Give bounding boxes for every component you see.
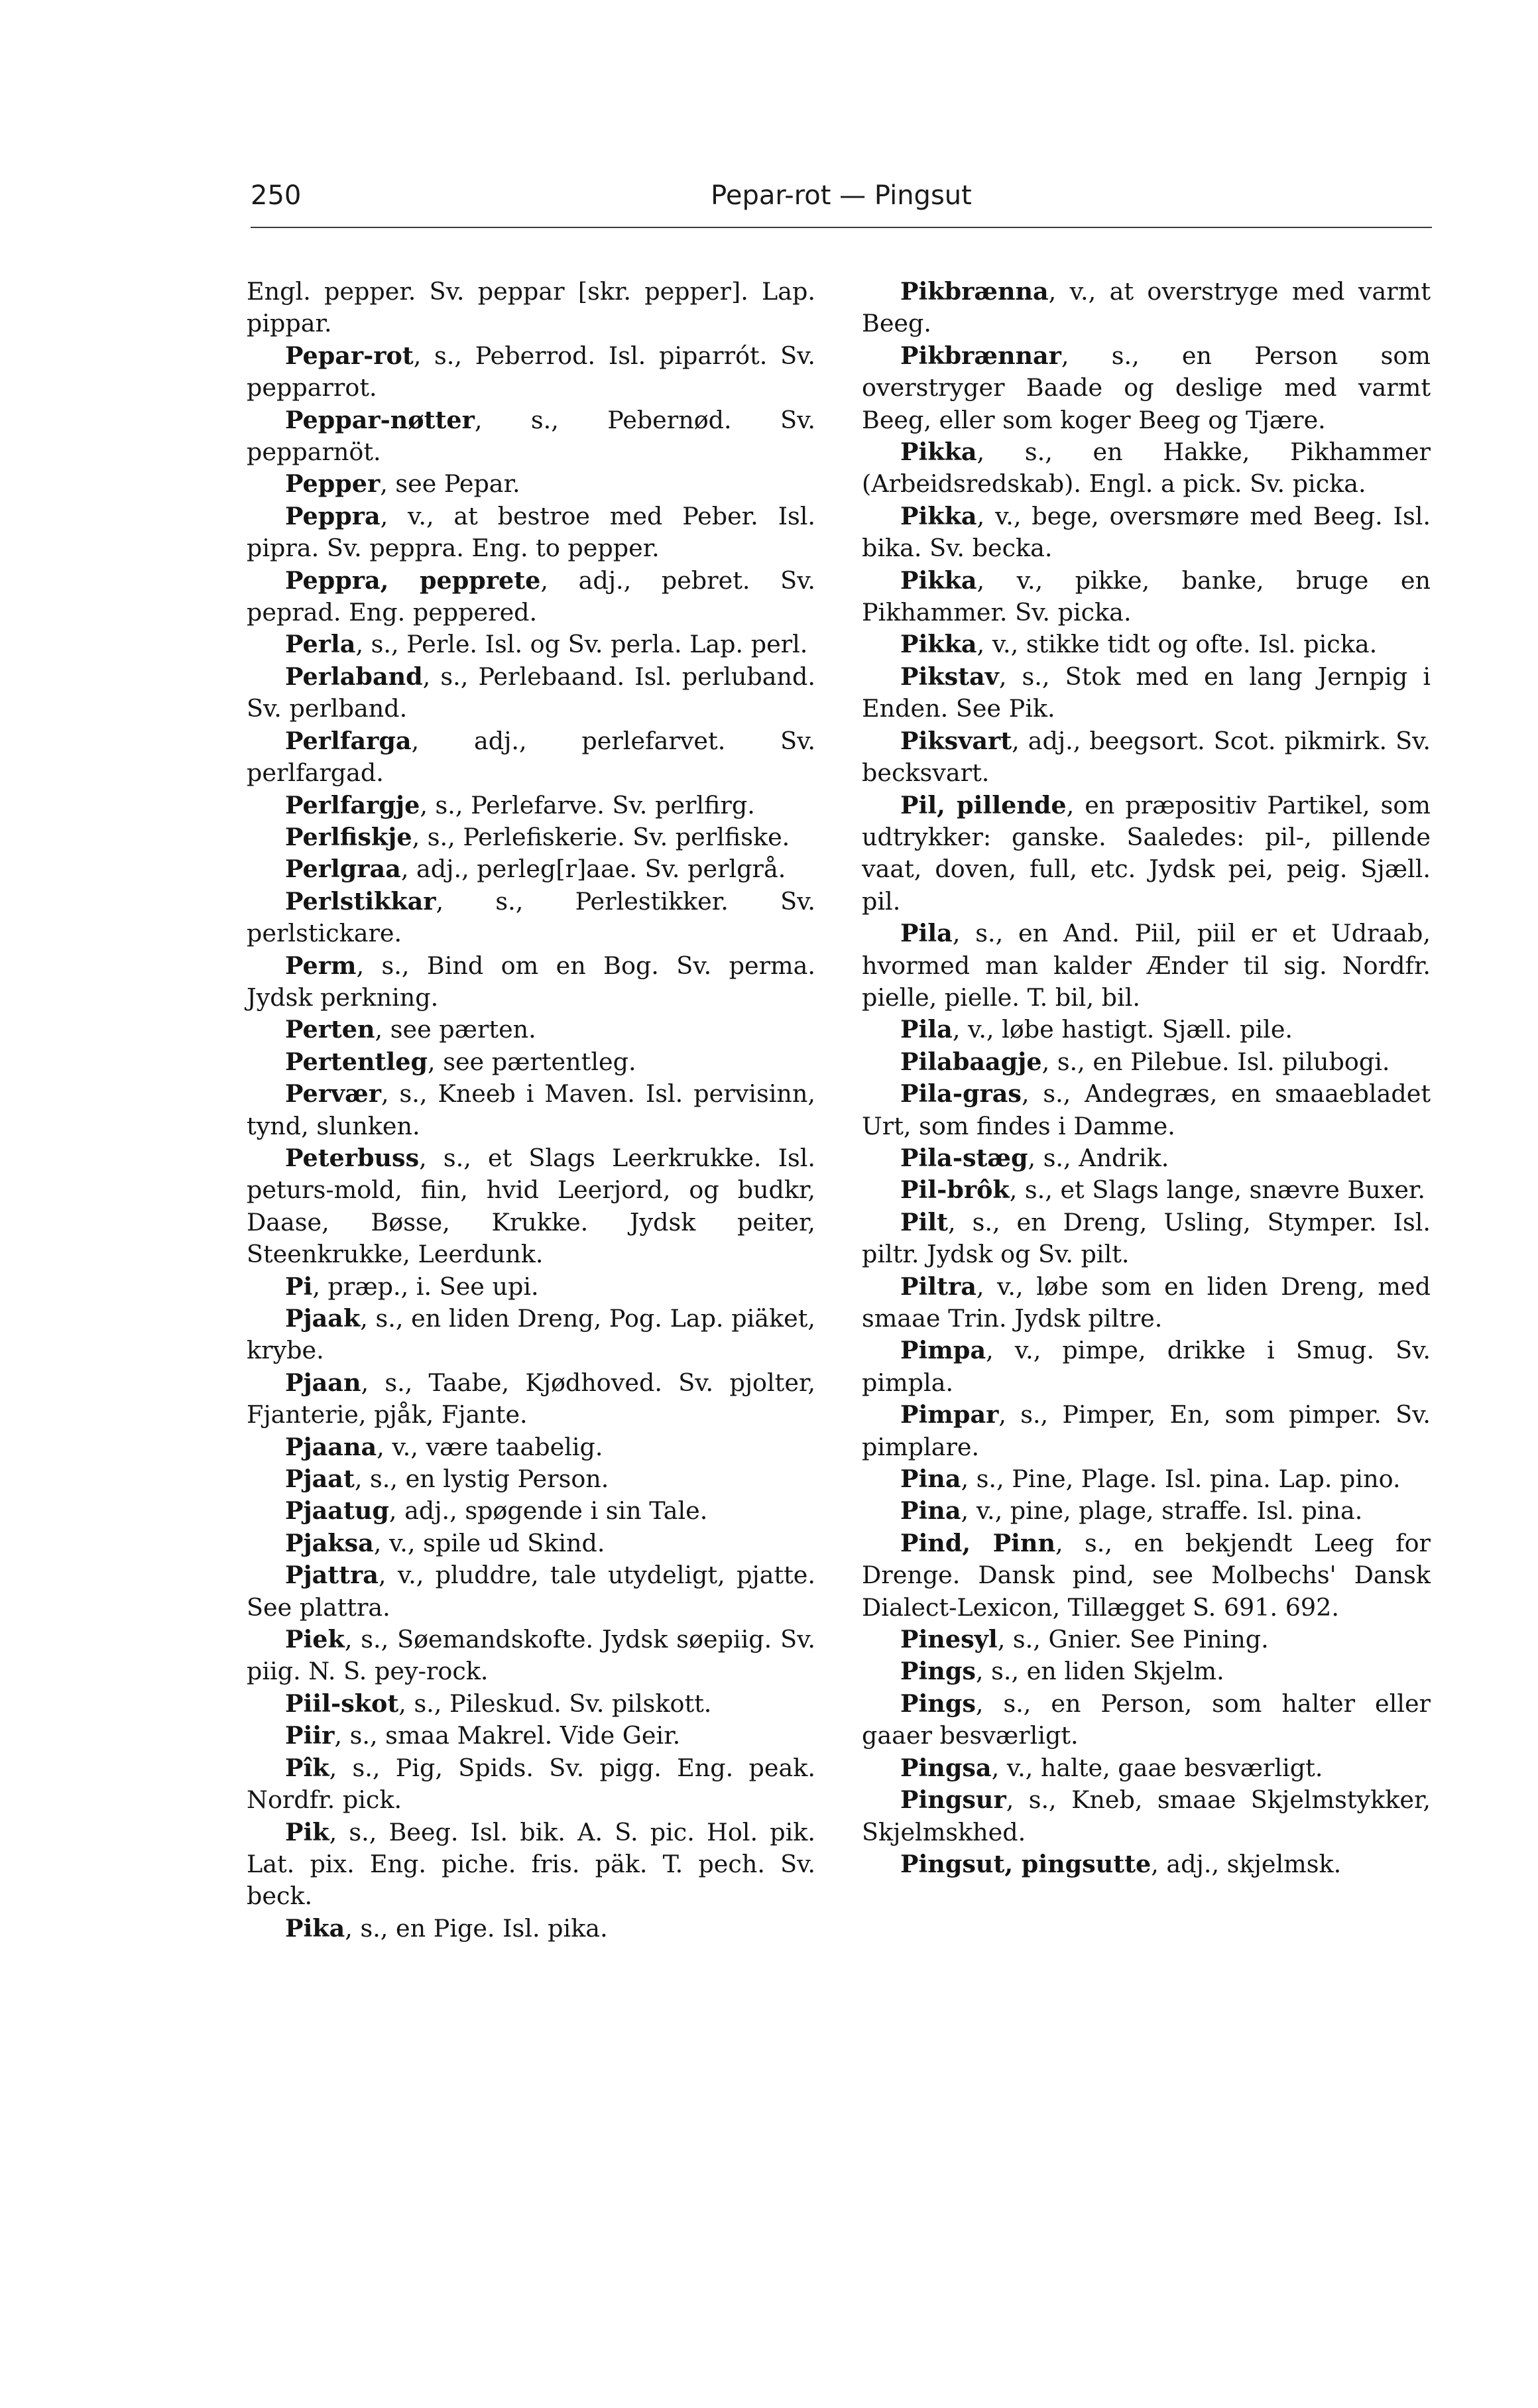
entry-definition: , s., en Person som overstryger Baade og deslige med varmt Beeg, eller som koger Beeg og Tjære. (862, 341, 1431, 434)
dictionary-entry (862, 1014, 1431, 1046)
dictionary-entry (862, 1271, 1431, 1335)
entry-headword: Pîk (285, 1753, 329, 1782)
entry-definition: , s., Beeg. Isl. bik. A. S. pic. Hol. pik. Lat. pix. Eng. piche. fris. päk. T. pech. Sv. beck. (247, 1817, 815, 1911)
entry-definition: , v., stikke tidt og ofte. Isl. picka. (976, 630, 1378, 659)
dictionary-entry (862, 1528, 1431, 1624)
dictionary-entry (247, 1528, 815, 1559)
entry-definition: , adj., beegsort. Scot. pikmirk. Sv. becksvart. (862, 726, 1431, 788)
entry-definition: , s., Perlefarve. Sv. perlfirg. (420, 790, 755, 819)
dictionary-entry (862, 565, 1431, 629)
entry-definition: , s., et Slags lange, snævre Buxer. (1009, 1175, 1425, 1205)
entry-definition: , v., at overstryge med varmt Beeg. (862, 277, 1431, 338)
header-rule (251, 227, 1432, 228)
entry-definition: , v., være taabelig. (377, 1432, 603, 1461)
entry-definition: , adj., skjelmsk. (1151, 1849, 1342, 1878)
entry-definition: , v., løbe som en liden Dreng, med smaae Trin. Jydsk piltre. (862, 1272, 1431, 1333)
dictionary-entry (247, 1014, 815, 1046)
entry-definition: , v., pluddre, tale utydeligt, pjatte. See plattra. (247, 1561, 815, 1622)
entry-headword: Perlgraa (285, 855, 401, 884)
dictionary-entry (862, 276, 1431, 340)
entry-headword: Pilabaagje (900, 1047, 1042, 1076)
entry-definition: , s., Pine, Plage. Isl. pina. Lap. pino. (961, 1465, 1401, 1494)
entry-definition: , see pærtentleg. (428, 1047, 636, 1076)
entry-headword: Perla (285, 630, 356, 659)
entry-headword: Peppar-nøtter (285, 405, 475, 434)
entry-definition: , adj., perlefarvet. Sv. perlfargad. (247, 726, 815, 788)
dictionary-entry (247, 853, 815, 885)
entry-headword: Pina (900, 1496, 961, 1526)
entry-definition: , s., en liden Dreng, Pog. Lap. piäket, krybe. (247, 1304, 815, 1365)
dictionary-entry (247, 404, 815, 469)
entry-headword: Pi (285, 1272, 313, 1301)
entry-definition: , s., en liden Skjelm. (975, 1657, 1224, 1686)
dictionary-entry (862, 1078, 1431, 1142)
entry-headword: Piksvart (900, 726, 1012, 755)
dictionary-entry (247, 1752, 815, 1817)
entry-headword: Pil-brôk (900, 1175, 1010, 1205)
dictionary-entry (247, 629, 815, 660)
entry-definition: , s., smaa Makrel. Vide Geir. (334, 1721, 681, 1750)
entry-definition: , v., bege, oversmøre med Beeg. Isl. bika. Sv. becka. (862, 501, 1431, 563)
entry-definition: , s., en bekjendt Leeg for Drenge. Dansk pind, see Molbechs' Dansk Dialect-Lexicon, Tillægget S. 691. 692. (862, 1528, 1431, 1622)
dictionary-entry (862, 918, 1431, 1014)
entry-definition: , v., at bestroe med Peber. Isl. pipra. Sv. peppra. Eng. to pepper. (247, 501, 815, 563)
left-column (247, 276, 815, 1945)
entry-headword: Pimpar (900, 1400, 999, 1429)
entry-definition: , s., Kneb, smaae Skjelmstykker, Skjelmskhed. (862, 1785, 1431, 1846)
entry-definition: Engl. pepper. Sv. peppar [skr. pepper]. Lap. pippar. (247, 277, 815, 338)
entry-headword: Pikka (900, 630, 977, 659)
dictionary-entry (862, 1656, 1431, 1687)
entry-headword: Perlfiskje (285, 822, 412, 851)
entry-definition: , v., løbe hastigt. Sjæll. pile. (952, 1015, 1293, 1044)
entry-headword: Perlfargje (285, 790, 420, 819)
dictionary-entry (862, 790, 1431, 918)
dictionary-entry (862, 1463, 1431, 1495)
dictionary-entry (862, 725, 1431, 790)
entry-definition: , adj., spøgende i sin Tale. (388, 1496, 708, 1526)
entry-headword: Pila (900, 919, 953, 948)
dictionary-entry (862, 1752, 1431, 1784)
entry-definition: , s., en lystig Person. (354, 1465, 609, 1494)
entry-headword: Pikbrænnar (900, 341, 1061, 370)
entry-definition: , adj., pebret. Sv. peprad. Eng. peppered. (247, 566, 815, 627)
entry-headword: Pina (900, 1465, 961, 1494)
entry-definition: , en præpositiv Partikel, som udtrykker: ganske. Saaledes: pil-, pillende vaat, doven, full, etc. Jydsk pei, peig. Sjæll. pil. (862, 790, 1431, 916)
right-column (862, 276, 1431, 1880)
entry-headword: Pikka (900, 501, 977, 530)
dictionary-entry (247, 1688, 815, 1720)
entry-headword: Pik (285, 1817, 329, 1846)
entry-headword: Pjattra (285, 1561, 379, 1590)
entry-definition: , s., en Person, som halter eller gaaer besværligt. (862, 1689, 1431, 1750)
dictionary-entry (247, 1431, 815, 1463)
entry-definition: , s., Andrik. (1028, 1143, 1169, 1172)
entry-headword: Peterbuss (285, 1143, 420, 1172)
entry-headword: Pjaat (285, 1465, 355, 1494)
dictionary-entry (862, 501, 1431, 565)
entry-definition: , see pærten. (375, 1015, 536, 1044)
entry-definition: , s., Perlefiskerie. Sv. perlfiske. (412, 822, 790, 851)
entry-definition: , s., Gnier. See Pining. (997, 1625, 1269, 1654)
entry-definition: , s., en Pilebue. Isl. pilubogi. (1041, 1047, 1390, 1076)
dictionary-entry (247, 1463, 815, 1495)
dictionary-entry (247, 790, 815, 821)
entry-headword: Piir (285, 1721, 335, 1750)
entry-headword: Pikbrænna (900, 277, 1049, 306)
entry-headword: Pind, Pinn (900, 1528, 1055, 1557)
dictionary-entry (247, 565, 815, 629)
entry-definition: , s., Perlebaand. Isl. perluband. Sv. perlband. (247, 662, 815, 723)
entry-definition: , s., Perle. Isl. og Sv. perla. Lap. perl. (355, 630, 808, 659)
dictionary-entry (247, 1720, 815, 1752)
dictionary-entry (862, 436, 1431, 501)
entry-headword: Pingsa (900, 1753, 992, 1782)
entry-headword: Pila-stæg (900, 1143, 1028, 1172)
entry-headword: Pilt (900, 1207, 949, 1236)
dictionary-entry (247, 1495, 815, 1527)
entry-headword: Pika (285, 1913, 345, 1943)
entry-headword: Pil, pillende (900, 790, 1067, 819)
entry-headword: Pertentleg (285, 1047, 428, 1076)
entry-headword: Piltra (900, 1272, 976, 1301)
entry-headword: Pepar-rot (285, 341, 414, 370)
entry-definition: , s., en Pige. Isl. pika. (345, 1913, 608, 1943)
entry-definition: , s., Andegræs, en smaaebladet Urt, som findes i Damme. (862, 1079, 1431, 1140)
entry-definition: , s., Pebernød. Sv. pepparnöt. (247, 405, 815, 467)
entry-definition: , s., Taabe, Kjødhoved. Sv. pjolter, Fjanterie, pjåk, Fjante. (247, 1368, 815, 1429)
dictionary-entry (862, 661, 1431, 725)
entry-headword: Pervær (285, 1079, 381, 1109)
dictionary-entry (247, 1303, 815, 1367)
dictionary-entry (247, 1078, 815, 1142)
dictionary-entry (247, 276, 815, 340)
entry-definition: , s., Stok med en lang Jernpig i Enden. See Pik. (862, 662, 1431, 723)
dictionary-entry (862, 1335, 1431, 1399)
dictionary-entry (862, 1207, 1431, 1271)
dictionary-entry (862, 1046, 1431, 1078)
entry-headword: Perm (285, 951, 357, 980)
dictionary-entry (862, 1174, 1431, 1206)
entry-definition: , see Pepar. (380, 469, 520, 499)
entry-headword: Perlfarga (285, 726, 412, 755)
entry-headword: Peppra, pepprete (285, 566, 541, 595)
dictionary-entry (862, 1848, 1431, 1880)
entry-headword: Pikka (900, 438, 977, 467)
entry-headword: Pings (900, 1689, 976, 1718)
entry-definition: , s., Søemandskofte. Jydsk søepiig. Sv. piig. N. S. pey-rock. (247, 1625, 815, 1686)
entry-definition: , s., en Hakke, Pikhammer (Arbeidsredskab). Engl. a pick. Sv. picka. (862, 438, 1431, 499)
entry-headword: Pjaana (285, 1432, 377, 1461)
entry-definition: , adj., perleg[r]aae. Sv. perlgrå. (400, 855, 786, 884)
dictionary-entry (247, 1367, 815, 1431)
dictionary-entry (862, 1495, 1431, 1527)
entry-headword: Pingsur (900, 1785, 1006, 1815)
entry-headword: Pikka (900, 566, 977, 595)
entry-headword: Pingsut, pingsutte (900, 1849, 1152, 1878)
running-title: Pepar-rot — Pingsut (711, 180, 972, 211)
entry-definition: , s., Peberrod. Isl. piparrót. Sv. pepparrot. (247, 341, 815, 402)
entry-definition: , s., Bind om en Bog. Sv. perma. Jydsk perkning. (247, 951, 815, 1012)
dictionary-entry (862, 1142, 1431, 1174)
dictionary-entry (247, 340, 815, 404)
entry-definition: , s., Kneeb i Maven. Isl. pervisinn, tynd, slunken. (247, 1079, 815, 1140)
dictionary-entry (247, 1271, 815, 1303)
entry-definition: , v., pine, plage, straffe. Isl. pina. (961, 1496, 1363, 1526)
entry-definition: , s., Pig, Spids. Sv. pigg. Eng. peak. Nordfr. pick. (247, 1753, 815, 1815)
entry-headword: Piek (285, 1625, 345, 1654)
entry-definition: , v., pikke, banke, bruge en Pikhammer. Sv. picka. (862, 566, 1431, 627)
dictionary-entry (247, 501, 815, 565)
dictionary-entry (247, 661, 815, 725)
entry-headword: Pepper (285, 469, 381, 499)
dictionary-entry (247, 1142, 815, 1271)
dictionary-entry (862, 1784, 1431, 1848)
dictionary-entry (247, 1913, 815, 1945)
dictionary-entry (247, 821, 815, 853)
dictionary-entry (862, 1624, 1431, 1656)
entry-headword: Pimpa (900, 1336, 986, 1365)
entry-headword: Pjaan (285, 1368, 361, 1397)
entry-headword: Perten (285, 1015, 375, 1044)
dictionary-entry (247, 1817, 815, 1913)
entry-definition: , v., spile ud Skind. (373, 1528, 605, 1557)
dictionary-entry (862, 629, 1431, 660)
dictionary-entry (862, 1399, 1431, 1463)
entry-definition: , s., en And. Piil, piil er et Udraab, hvormed man kalder Ænder til sig. Nordfr. pielle, pielle. T. bil, bil. (862, 919, 1431, 1012)
entry-headword: Pings (900, 1657, 976, 1686)
entry-headword: Perlaband (285, 662, 423, 691)
entry-headword: Pila (900, 1015, 953, 1044)
entry-headword: Pila-gras (900, 1079, 1022, 1109)
entry-headword: Perlstikkar (285, 886, 436, 916)
entry-definition: , v., pimpe, drikke i Smug. Sv. pimpla. (862, 1336, 1431, 1397)
page-number: 250 (251, 180, 302, 211)
entry-headword: Pjaksa (285, 1528, 374, 1557)
dictionary-entry (247, 468, 815, 500)
dictionary-entry (247, 1624, 815, 1688)
entry-headword: Piil-skot (285, 1689, 399, 1718)
dictionary-entry (247, 950, 815, 1014)
dictionary-entry (247, 725, 815, 790)
entry-definition: , s., Pileskud. Sv. pilskott. (398, 1689, 712, 1718)
dictionary-entry (247, 1046, 815, 1078)
entry-definition: , præp., i. See upi. (312, 1272, 539, 1301)
entry-headword: Pikstav (900, 662, 999, 691)
entry-definition: , v., halte, gaae besværligt. (991, 1753, 1323, 1782)
entry-headword: Pinesyl (900, 1625, 998, 1654)
dictionary-entry (247, 1559, 815, 1624)
dictionary-entry (862, 1688, 1431, 1752)
dictionary-entry (862, 340, 1431, 436)
entry-headword: Peppra (285, 501, 381, 530)
dictionary-entry (247, 886, 815, 950)
entry-definition: , s., Perlestikker. Sv. perlstickare. (247, 886, 815, 948)
entry-definition: , s., et Slags Leerkrukke. Isl. peturs-mold, fiin, hvid Leerjord, og budkr, Daase, Bøsse, Krukke. Jydsk peiter, Steenkrukke, Leerdunk. (247, 1143, 815, 1269)
entry-headword: Pjaatug (285, 1496, 389, 1526)
entry-definition: , s., Pimper, En, som pimper. Sv. pimplare. (862, 1400, 1431, 1461)
page-header (251, 180, 1432, 217)
entry-headword: Pjaak (285, 1304, 361, 1333)
entry-definition: , s., en Dreng, Usling, Stymper. Isl. piltr. Jydsk og Sv. pilt. (862, 1207, 1431, 1269)
